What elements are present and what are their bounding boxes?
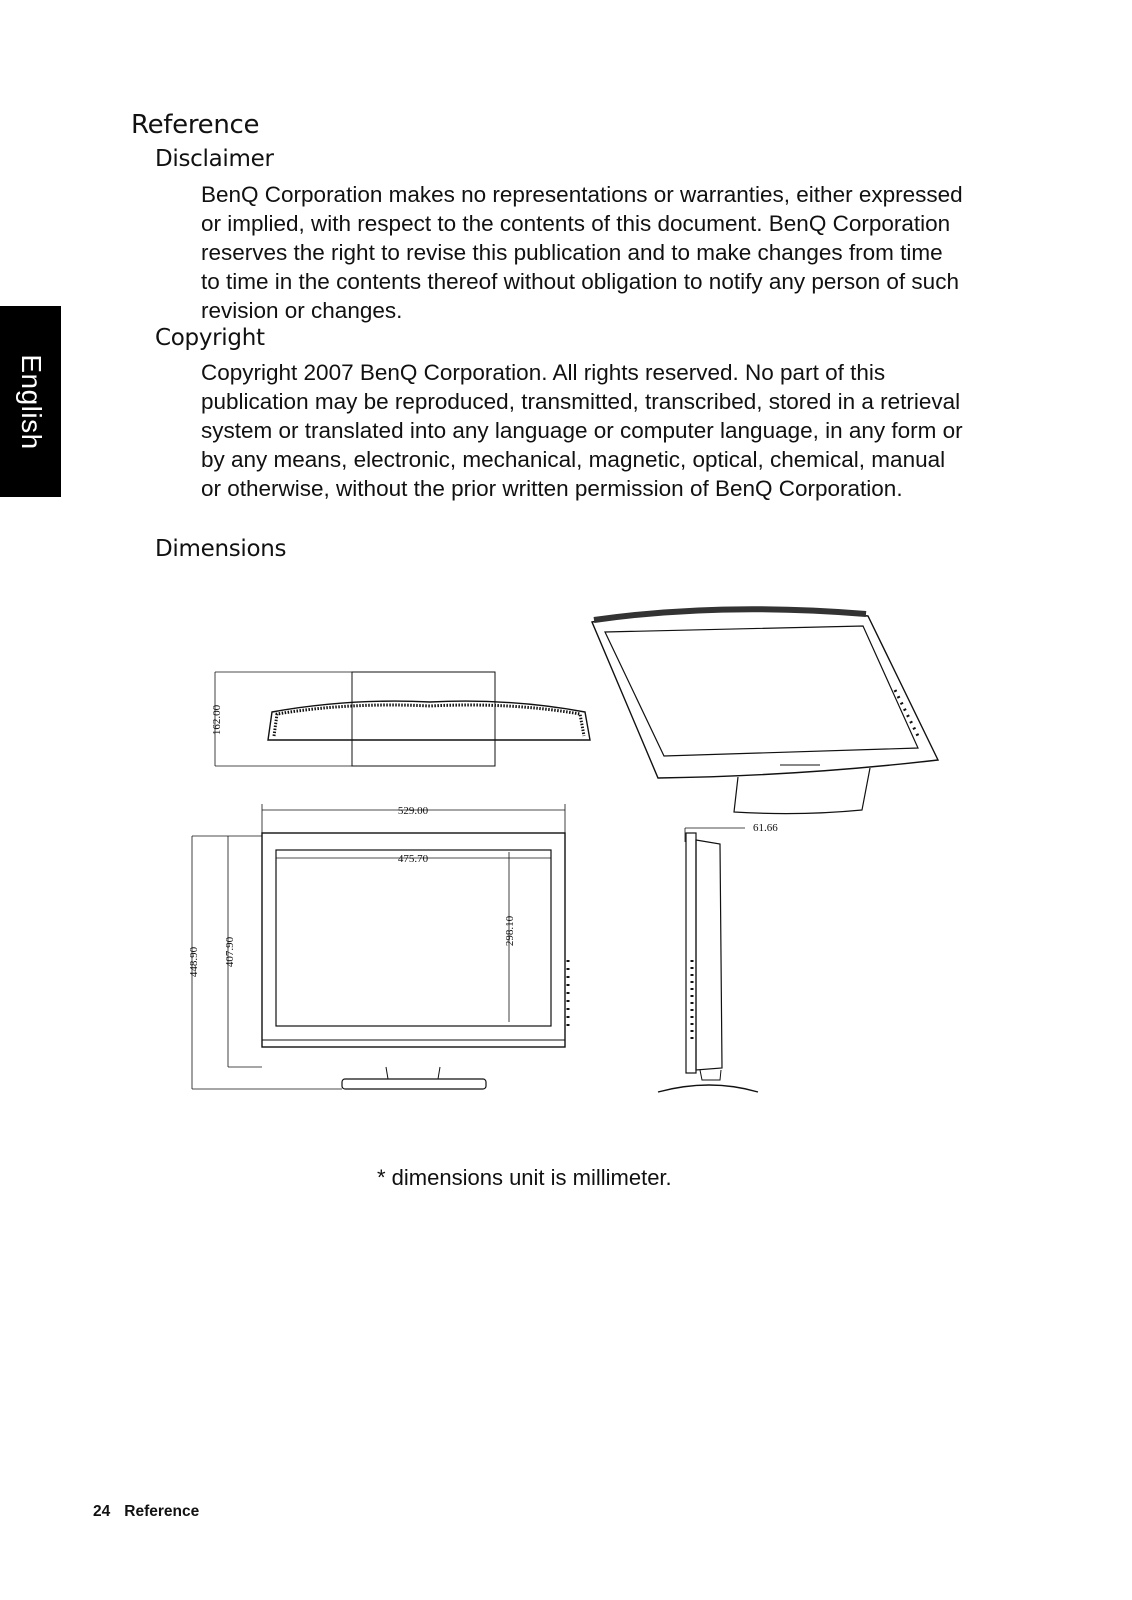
dim-448: 448.90 [188, 946, 200, 978]
copyright-text [201, 358, 1001, 503]
copyright-line: by any means, electronic, mechanical, magnetic, optical, chemical, manual [201, 447, 946, 472]
copyright-heading: Copyright [155, 325, 265, 351]
disclaimer-heading: Disclaimer [155, 146, 274, 172]
disclaimer-line: revision or changes. [201, 298, 403, 323]
copyright-line: publication may be reproduced, transmitted, transcribed, stored in a retrieval [201, 389, 961, 414]
language-tab-label: English [15, 353, 47, 450]
dimensions-heading: Dimensions [155, 536, 287, 562]
disclaimer-line: reserves the right to revise this publication and to make changes from time [201, 240, 943, 265]
top-view [211, 672, 590, 766]
dim-407: 407.90 [224, 936, 236, 968]
disclaimer-line: or implied, with respect to the contents of this document. BenQ Corporation [201, 211, 951, 236]
perspective-view [592, 609, 938, 813]
dim-298: 298.10 [504, 915, 516, 947]
page-number: 24 [93, 1503, 111, 1520]
monitor-dimension-drawing [180, 600, 980, 1130]
disclaimer-line: BenQ Corporation makes no representations or warranties, either expressed [201, 182, 963, 207]
dim-162: 162.00 [211, 704, 223, 736]
page-title: Reference [131, 110, 260, 140]
side-view [658, 822, 778, 1092]
disclaimer-line: to time in the contents thereof without obligation to notify any person of such [201, 269, 959, 294]
footer-section: Reference [124, 1503, 200, 1520]
copyright-line: system or translated into any language or computer language, in any form or [201, 418, 963, 443]
copyright-line: or otherwise, without the prior written permission of BenQ Corporation. [201, 476, 903, 501]
units-note: * dimensions unit is millimeter. [377, 1165, 672, 1190]
front-view [188, 804, 568, 1089]
dimensions-drawing [180, 600, 980, 1130]
dim-475: 475.70 [397, 853, 429, 865]
dim-61: 61.66 [753, 822, 778, 834]
language-tab [0, 306, 61, 497]
disclaimer-text [201, 180, 1001, 325]
page-footer [93, 1503, 199, 1521]
copyright-line: Copyright 2007 BenQ Corporation. All rights reserved. No part of this [201, 360, 886, 385]
dim-529: 529.00 [397, 805, 429, 817]
